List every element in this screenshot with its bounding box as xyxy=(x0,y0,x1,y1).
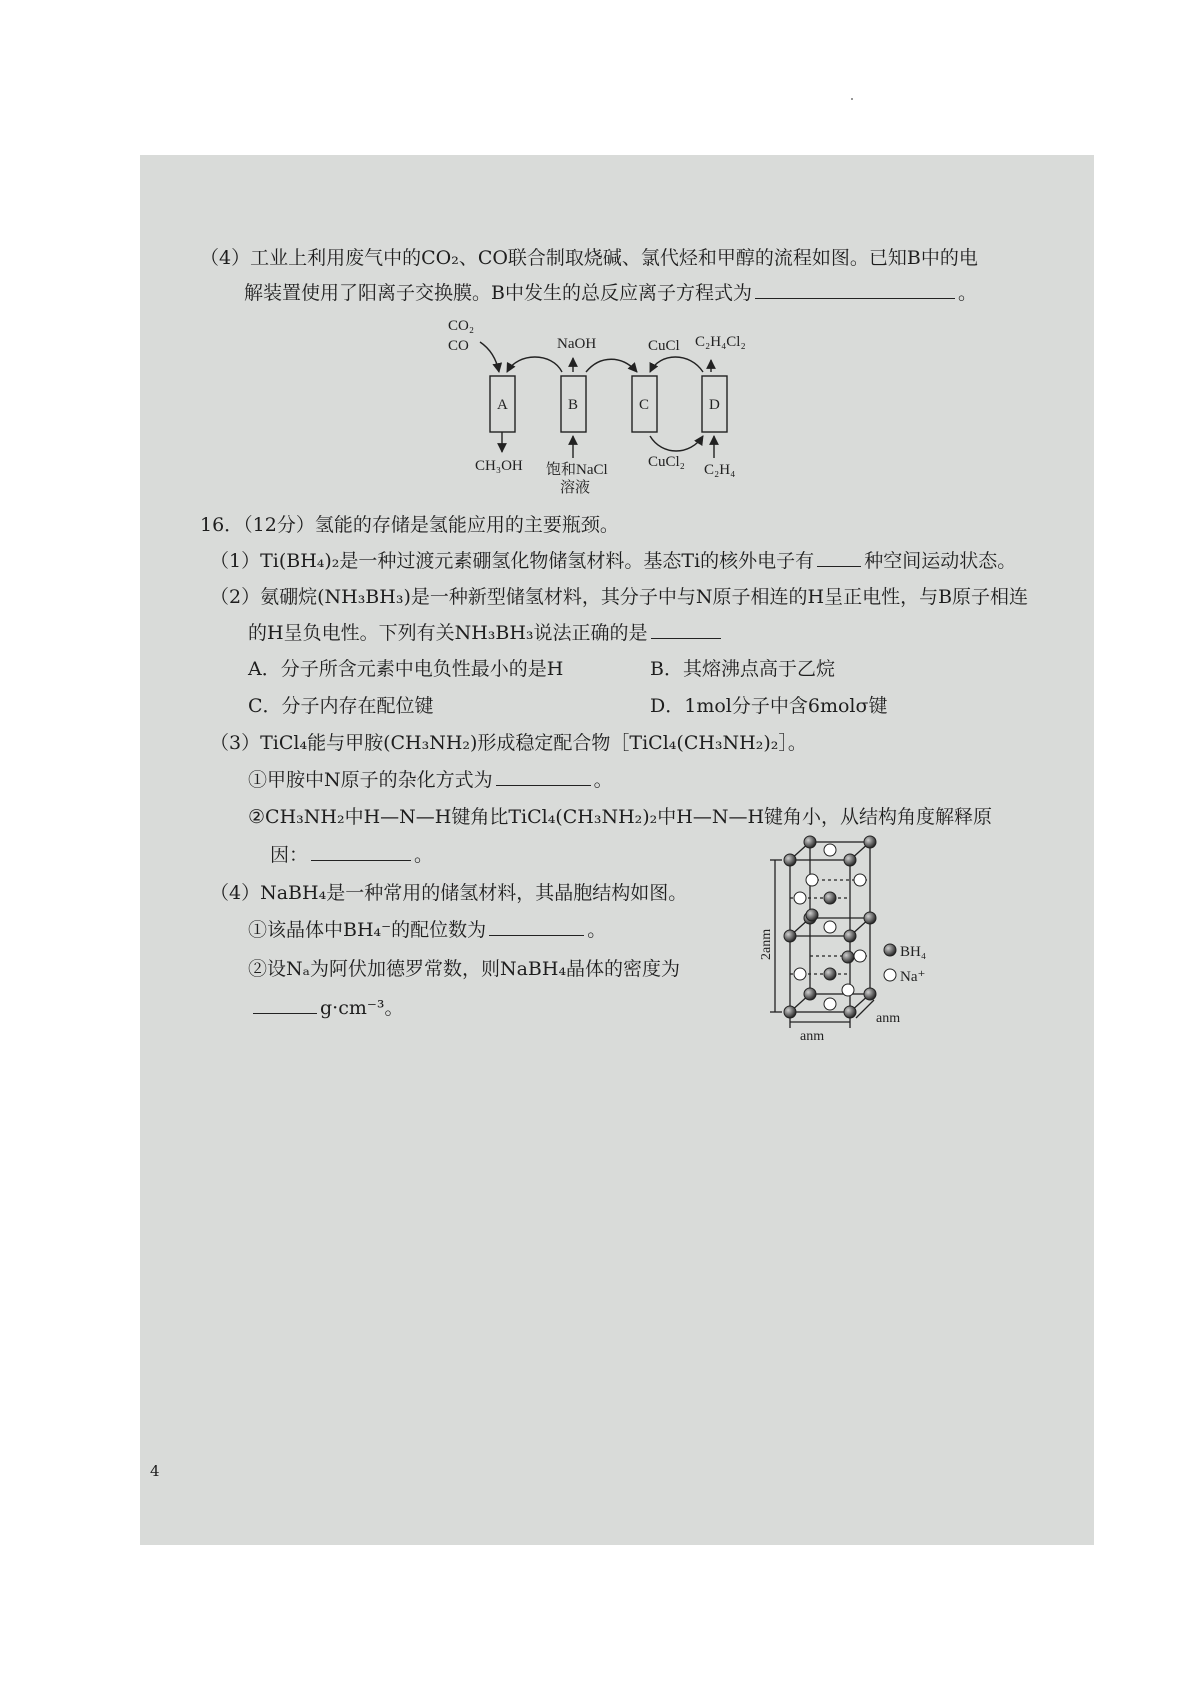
dim-height-label: 2anm xyxy=(759,928,774,960)
answer-blank[interactable] xyxy=(311,842,411,861)
depth-dim-line xyxy=(856,1000,874,1018)
arrow-d-c xyxy=(650,357,703,372)
period: 。 xyxy=(957,282,977,304)
speck xyxy=(851,98,853,100)
label-cucl: CuCl xyxy=(648,338,680,354)
answer-blank[interactable] xyxy=(496,767,591,786)
arrow-in-co xyxy=(480,342,499,372)
answer-blank[interactable] xyxy=(651,620,721,639)
label-c2h4: C₂H₄ xyxy=(704,462,736,478)
q16-4-1 xyxy=(248,917,606,943)
dim-depth-label: anm xyxy=(876,1011,901,1026)
q16-3-1 xyxy=(248,767,613,793)
option-c: C．分子内存在配位键 xyxy=(248,695,434,717)
q15-4-text: 解装置使用了阳离子交换膜。B中发生的总反应离子方程式为 xyxy=(244,282,752,304)
answer-blank[interactable] xyxy=(489,917,584,936)
q16-3-2-reason xyxy=(270,842,433,868)
label-naoh: NaOH xyxy=(557,336,597,352)
q16-4-1-text: ①该晶体中BH₄⁻的配位数为 xyxy=(248,919,487,941)
reason-label: 因： xyxy=(270,844,309,866)
dim-width-label: anm xyxy=(800,1029,825,1044)
unit: g·cm⁻³。 xyxy=(320,997,404,1019)
q15-4-line1: （4）工业上利用废气中的CO₂、CO联合制取烧碱、氯代烃和甲醇的流程如图。已知B中的电 xyxy=(200,247,978,269)
period: 。 xyxy=(587,919,607,941)
label-co: CO xyxy=(448,338,469,354)
legend-bh4-label: BH₄ xyxy=(900,944,927,960)
q15-4-line2 xyxy=(244,280,977,306)
answer-blank[interactable] xyxy=(817,548,861,567)
box-d-label: D xyxy=(709,397,720,413)
q16-2-line2 xyxy=(248,620,724,646)
q16-3: （3）TiCl₄能与甲胺(CH₃NH₂)形成稳定配合物［TiCl₄(CH₃NH₂)₂］。 xyxy=(210,732,807,754)
answer-blank[interactable] xyxy=(755,280,955,299)
box-c-label: C xyxy=(639,397,650,413)
option-b: B．其熔沸点高于乙烷 xyxy=(650,658,835,680)
flow-diagram xyxy=(430,312,760,496)
arrow-c-d xyxy=(650,436,703,451)
answer-blank[interactable] xyxy=(253,995,317,1014)
q16-2-line1: （2）氨硼烷(NH₃BH₃)是一种新型储氢材料，其分子中与N原子相连的H呈正电性，与B原子相连 xyxy=(210,586,1029,608)
crystal-cell-diagram xyxy=(750,830,930,1050)
box-b-label: B xyxy=(568,397,579,413)
q16-4-2: ②设Nₐ为阿伏加德罗常数，则NaBH₄晶体的密度为 xyxy=(248,958,681,980)
legend-bh4-marker xyxy=(884,944,896,956)
q16-title: 16．（12分）氢能的存储是氢能应用的主要瓶颈。 xyxy=(200,514,619,536)
label-c2h4cl2: C₂H₄Cl₂ xyxy=(695,334,746,350)
q16-3-1-text: ①甲胺中N原子的杂化方式为 xyxy=(248,769,493,791)
arrow-b-a xyxy=(507,357,562,372)
box-a-label: A xyxy=(497,397,508,413)
arrow-b-c xyxy=(586,359,637,372)
q16-4-3 xyxy=(250,995,404,1021)
label-solution: 溶液 xyxy=(560,480,591,496)
q16-3-2: ②CH₃NH₂中H—N—H键角比TiCl₄(CH₃NH₂)₂中H—N—H键角小，从结构角度解释原 xyxy=(248,806,993,828)
period: 。 xyxy=(414,844,434,866)
period: 。 xyxy=(593,769,613,791)
legend-na-marker xyxy=(884,969,896,981)
label-cucl2: CuCl₂ xyxy=(648,454,685,470)
q16-1-text-end: 种空间运动状态。 xyxy=(864,550,1017,572)
q16-1-text: （1）Ti(BH₄)₂是一种过渡元素硼氢化物储氢材料。基态Ti的核外电子有 xyxy=(210,550,815,572)
q16-2-text: 的H呈负电性。下列有关NH₃BH₃说法正确的是 xyxy=(248,622,648,644)
page-number: 4 xyxy=(150,1462,160,1480)
q16-4: （4）NaBH₄是一种常用的储氢材料，其晶胞结构如图。 xyxy=(210,882,688,904)
label-co2: CO₂ xyxy=(448,318,475,334)
q16-1 xyxy=(210,548,1016,574)
label-nacl: 饱和NaCl xyxy=(546,462,608,478)
option-d: D．1mol分子中含6molσ键 xyxy=(650,695,888,717)
option-a: A．分子所含元素中电负性最小的是H xyxy=(248,658,564,680)
legend-na-label: Na⁺ xyxy=(900,969,926,985)
label-ch3oh: CH₃OH xyxy=(475,458,523,474)
